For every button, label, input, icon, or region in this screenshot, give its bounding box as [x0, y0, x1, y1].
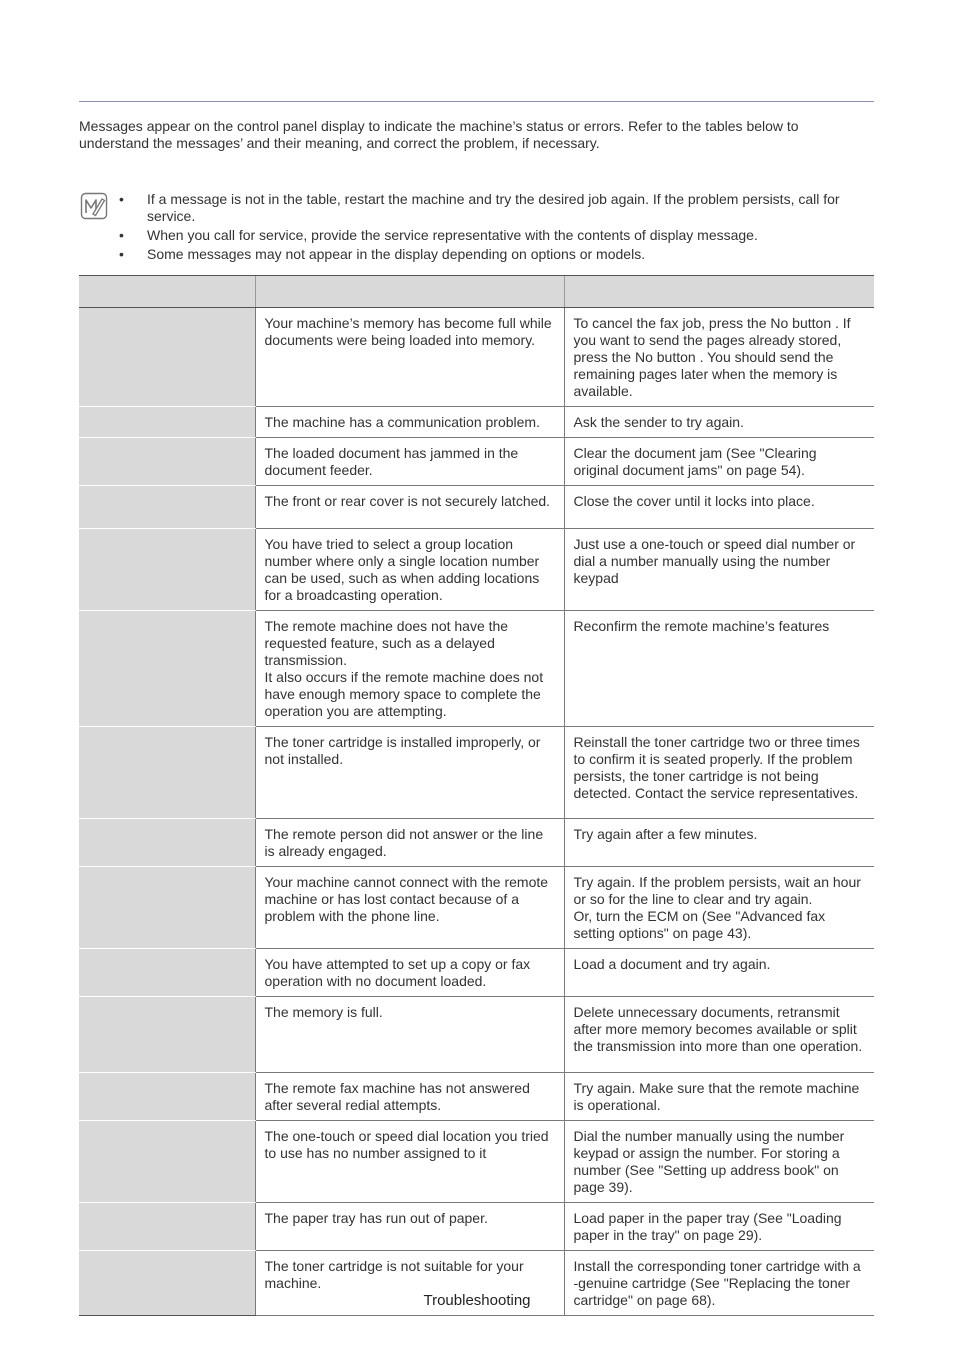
meaning-text: You have tried to select a group location number where only a single location number can be used, such as when adding locations for a broadcasting operation. [264, 536, 540, 603]
note-text: If a message is not in the table, restart the machine and try the desired job again. If the problem persists, call for service. [147, 191, 840, 224]
solution-text: Install the corresponding toner cartridge with a -genuine cartridge (See "Replacing the toner cartridge" on page 68). [573, 1258, 861, 1308]
notes-list [116, 191, 876, 265]
meaning-cell [255, 949, 564, 997]
solution-cell [564, 727, 874, 819]
table-row [79, 308, 874, 407]
solution-cell [564, 819, 874, 867]
bullet-glyph: • [119, 246, 124, 262]
meaning-cell [255, 997, 564, 1073]
header-message [79, 276, 255, 308]
message-cell [79, 949, 255, 997]
solution-text: Ask the sender to try again. [573, 414, 744, 430]
table-row [79, 407, 874, 438]
meaning-cell [255, 819, 564, 867]
note-item [116, 191, 876, 225]
table-row [79, 819, 874, 867]
header-suggested-solution [564, 276, 874, 308]
message-cell [79, 486, 255, 529]
solution-text: Dial the number manually using the number keypad or assign the number. For storing a number (See "Setting up address book" on page 39). [573, 1128, 845, 1195]
solution-text: Reconfirm the remote machine’s features [573, 618, 830, 634]
message-cell [79, 529, 255, 611]
message-cell [79, 727, 255, 819]
solution-cell [564, 997, 874, 1073]
meaning-text: The one-touch or speed dial location you tried to use has no number assigned to it [264, 1128, 549, 1161]
meaning-text: The machine has a communication problem. [264, 414, 540, 430]
table-row [79, 949, 874, 997]
meaning-cell [255, 308, 564, 407]
message-cell [79, 611, 255, 727]
note-item [116, 246, 876, 263]
meaning-text: The front or rear cover is not securely latched. [264, 493, 551, 509]
table-row [79, 529, 874, 611]
note-pencil-icon [80, 192, 108, 220]
meaning-text: The memory is full. [264, 1004, 383, 1020]
messages-table [79, 275, 874, 1316]
solution-text: Close the cover until it locks into place. [573, 493, 815, 509]
table-row [79, 1203, 874, 1251]
header-rule [79, 101, 874, 102]
meaning-text: The paper tray has run out of paper. [264, 1210, 488, 1226]
intro-paragraph: Messages appear on the control panel display to indicate the machine’s status or errors. Refer to the tables below to understand the messages’ and their meaning, and correct the problem, if necessary. [79, 118, 799, 151]
meaning-text: The toner cartridge is installed improperly, or not installed. [264, 734, 541, 767]
solution-text: Try again. If the problem persists, wait an hour or so for the line to clear and try again. Or, turn the ECM on (See "Advanced fax setting options" on page 43). [573, 874, 861, 941]
solution-cell [564, 486, 874, 529]
meaning-cell [255, 1203, 564, 1251]
message-cell [79, 819, 255, 867]
solution-cell [564, 407, 874, 438]
table-row [79, 438, 874, 486]
meaning-text: The remote machine does not have the requested feature, such as a delayed transmission. It also occurs if the remote machine does not have enough memory space to complete the operation you are attempting. [264, 618, 544, 719]
message-cell [79, 1203, 255, 1251]
meaning-cell [255, 611, 564, 727]
table-row [79, 486, 874, 529]
table-row [79, 867, 874, 949]
solution-cell [564, 1121, 874, 1203]
page-footer: Troubleshooting [423, 1292, 531, 1309]
header-meaning [255, 276, 564, 308]
solution-cell [564, 308, 874, 407]
message-cell [79, 438, 255, 486]
meaning-text: Your machine’s memory has become full while documents were being loaded into memory. [264, 315, 552, 348]
message-cell [79, 1121, 255, 1203]
solution-text: Delete unnecessary documents, retransmit after more memory becomes available or split the transmission into more than one operation. [573, 1004, 863, 1054]
solution-text: Load a document and try again. [573, 956, 771, 972]
meaning-cell [255, 867, 564, 949]
solution-cell [564, 529, 874, 611]
message-cell [79, 308, 255, 407]
meaning-text: The loaded document has jammed in the document feeder. [264, 445, 519, 478]
solution-cell [564, 949, 874, 997]
table-row [79, 727, 874, 819]
meaning-cell [255, 438, 564, 486]
note-item [116, 227, 876, 244]
note-text: When you call for service, provide the service representative with the contents of display message. [147, 227, 758, 243]
solution-cell [564, 611, 874, 727]
message-cell [79, 1073, 255, 1121]
message-cell [79, 867, 255, 949]
table-row [79, 997, 874, 1073]
note-text: Some messages may not appear in the display depending on options or models. [147, 246, 646, 262]
solution-cell [564, 867, 874, 949]
message-cell [79, 407, 255, 438]
bullet-glyph: • [119, 191, 124, 207]
meaning-text: The remote person did not answer or the line is already engaged. [264, 826, 544, 859]
meaning-cell [255, 1121, 564, 1203]
solution-text: Load paper in the paper tray (See "Loading paper in the tray" on page 29). [573, 1210, 842, 1243]
message-cell [79, 997, 255, 1073]
meaning-cell [255, 486, 564, 529]
solution-text: Clear the document jam (See "Clearing original document jams" on page 54). [573, 445, 817, 478]
solution-cell [564, 1073, 874, 1121]
meaning-text: You have attempted to set up a copy or fax operation with no document loaded. [264, 956, 531, 989]
solution-text: To cancel the fax job, press the No button . If you want to send the pages already stored, press the No button . You should send the remaining pages later when the memory is available. [573, 315, 851, 399]
meaning-text: Your machine cannot connect with the remote machine or has lost contact because of a problem with the phone line. [264, 874, 549, 924]
meaning-cell [255, 1073, 564, 1121]
bullet-glyph: • [119, 227, 124, 243]
solution-text: Try again after a few minutes. [573, 826, 758, 842]
meaning-cell [255, 407, 564, 438]
solution-text: Reinstall the toner cartridge two or three times to confirm it is seated properly. If the problem persists, the toner cartridge is not being detected. Contact the service representatives. [573, 734, 860, 801]
solution-cell [564, 1203, 874, 1251]
solution-text: Try again. Make sure that the remote machine is operational. [573, 1080, 860, 1113]
table-row [79, 1073, 874, 1121]
solution-cell [564, 438, 874, 486]
table-row [79, 1121, 874, 1203]
meaning-cell [255, 529, 564, 611]
meaning-text: The toner cartridge is not suitable for your machine. [264, 1258, 524, 1291]
meaning-cell [255, 727, 564, 819]
solution-text: Just use a one-touch or speed dial number or dial a number manually using the number keypad [573, 536, 856, 586]
meaning-text: The remote fax machine has not answered after several redial attempts. [264, 1080, 530, 1113]
table-row [79, 611, 874, 727]
table-header-row [79, 276, 874, 308]
